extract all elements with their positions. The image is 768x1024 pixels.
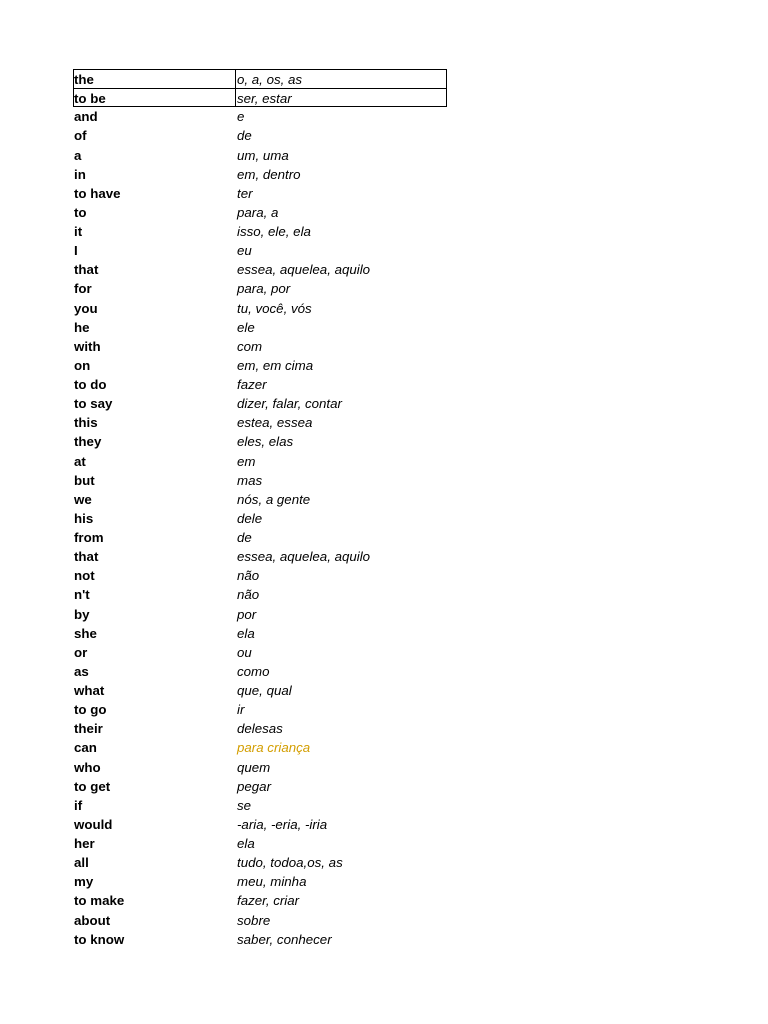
english-word: to know <box>74 931 125 947</box>
vocab-row <box>73 318 447 337</box>
portuguese-translation: em, em cima <box>237 357 314 373</box>
vocab-row <box>73 165 447 184</box>
portuguese-translation: para, por <box>237 281 291 297</box>
portuguese-translation: de <box>237 128 252 144</box>
english-word: to do <box>74 377 107 392</box>
vocab-row <box>73 605 447 624</box>
portuguese-translation: saber, conhecer <box>237 931 332 947</box>
portuguese-translation: tu, você, vós <box>237 300 312 316</box>
portuguese-translation: em, dentro <box>237 166 301 182</box>
english-word: on <box>74 357 91 373</box>
portuguese-translation: essea, aquelea, aquilo <box>237 549 371 565</box>
english-word: about <box>74 912 111 928</box>
portuguese-translation: se <box>237 797 252 813</box>
portuguese-translation: em <box>237 453 256 469</box>
vocab-row <box>73 413 447 432</box>
english-word: with <box>74 338 101 354</box>
portuguese-translation: com <box>237 338 263 354</box>
vocab-row <box>73 299 447 318</box>
vocab-row <box>73 585 447 604</box>
vocab-row <box>73 700 447 719</box>
portuguese-translation: delesas <box>237 721 283 737</box>
vocab-row <box>73 356 447 375</box>
vocab-row <box>73 738 447 757</box>
portuguese-translation: o, a, os, as <box>237 72 303 87</box>
vocab-row <box>73 853 447 872</box>
vocab-row <box>73 758 447 777</box>
english-word: as <box>74 663 89 679</box>
vocab-row <box>73 203 447 222</box>
vocab-row <box>73 662 447 681</box>
portuguese-translation: por <box>237 606 257 622</box>
vocab-row <box>73 394 447 413</box>
vocab-row <box>73 260 447 279</box>
portuguese-translation: quem <box>237 759 271 775</box>
english-word: his <box>74 510 94 526</box>
portuguese-translation: dele <box>237 510 263 526</box>
vocab-row <box>73 337 447 356</box>
portuguese-translation: estea, essea <box>237 415 313 431</box>
english-word: this <box>74 415 98 431</box>
vocab-row <box>73 279 447 298</box>
portuguese-translation: fazer, criar <box>237 893 300 909</box>
english-word: and <box>74 109 98 125</box>
portuguese-translation: dizer, falar, contar <box>237 396 342 412</box>
english-word: to get <box>74 778 111 794</box>
vocab-row <box>73 815 447 834</box>
portuguese-translation: não <box>237 587 260 603</box>
vocab-row <box>73 432 447 451</box>
english-word: it <box>74 224 83 239</box>
english-word: their <box>74 721 103 737</box>
vocab-row <box>73 146 447 165</box>
portuguese-translation: ser, estar <box>237 91 292 107</box>
english-word: who <box>74 759 101 775</box>
english-word: that <box>74 262 99 278</box>
vocab-row <box>73 566 447 585</box>
vocab-row <box>73 222 447 241</box>
portuguese-translation: ele <box>237 319 255 335</box>
vocab-row <box>73 184 447 203</box>
portuguese-translation: ter <box>237 185 253 201</box>
english-word: for <box>74 281 92 297</box>
vocab-row <box>73 241 447 260</box>
portuguese-translation: para criança <box>237 740 311 756</box>
portuguese-translation: ela <box>237 625 255 641</box>
vocab-row <box>73 834 447 853</box>
english-word: if <box>74 797 83 813</box>
portuguese-translation: ela <box>237 836 255 851</box>
vocabulary-sheet <box>73 69 447 949</box>
english-word: can <box>74 740 97 756</box>
vocab-row <box>73 624 447 643</box>
english-word: she <box>74 625 97 641</box>
vocab-row <box>73 681 447 700</box>
english-word: I <box>74 243 78 259</box>
english-word: at <box>74 453 86 469</box>
english-word: what <box>74 683 105 698</box>
vocab-row <box>73 88 447 107</box>
vocab-row <box>73 872 447 891</box>
vocab-row <box>73 719 447 738</box>
vocab-row <box>73 528 447 547</box>
vocab-row <box>73 643 447 662</box>
portuguese-translation: para, a <box>237 204 279 220</box>
english-word: from <box>74 530 104 545</box>
english-word: we <box>74 491 92 507</box>
english-word: to <box>74 204 87 220</box>
vocab-row <box>73 490 447 509</box>
portuguese-translation: ou <box>237 644 252 660</box>
vocab-row <box>73 930 447 949</box>
vocab-row <box>73 452 447 471</box>
portuguese-translation: não <box>237 568 260 584</box>
english-word: you <box>74 300 98 316</box>
english-word: by <box>74 606 90 622</box>
english-word: in <box>74 166 86 182</box>
english-word: to go <box>74 702 107 718</box>
vocab-row <box>73 891 447 910</box>
vocab-row <box>73 796 447 815</box>
vocab-row <box>73 509 447 528</box>
english-word: to have <box>74 185 121 201</box>
english-word: he <box>74 319 90 335</box>
vocab-row <box>73 777 447 796</box>
portuguese-translation: ir <box>237 702 245 718</box>
english-word: my <box>74 874 94 890</box>
portuguese-translation: isso, ele, ela <box>237 224 311 239</box>
portuguese-translation: tudo, todoa,os, as <box>237 855 343 871</box>
portuguese-translation: nós, a gente <box>237 491 311 507</box>
portuguese-translation: de <box>237 530 252 545</box>
portuguese-translation: sobre <box>237 912 271 928</box>
english-word: but <box>74 472 95 488</box>
english-word: n't <box>74 587 90 603</box>
english-word: the <box>74 70 236 88</box>
english-word: to be <box>74 89 236 106</box>
english-word: not <box>74 568 95 584</box>
english-word: a <box>74 147 82 163</box>
english-word: or <box>74 644 88 660</box>
vocab-row <box>73 107 447 126</box>
english-word: to say <box>74 396 113 412</box>
vocab-row <box>73 471 447 490</box>
vocab-row <box>73 911 447 930</box>
portuguese-translation: fazer <box>237 377 267 392</box>
vocab-row <box>73 126 447 145</box>
english-word: of <box>74 128 87 144</box>
portuguese-translation: meu, minha <box>237 874 307 890</box>
portuguese-translation: que, qual <box>237 683 292 698</box>
vocab-row <box>73 375 447 394</box>
english-word: her <box>74 836 95 851</box>
portuguese-translation: pegar <box>237 778 272 794</box>
portuguese-translation: essea, aquelea, aquilo <box>237 262 371 278</box>
english-word: would <box>74 816 113 832</box>
portuguese-translation: um, uma <box>237 147 289 163</box>
portuguese-translation: mas <box>237 472 263 488</box>
portuguese-translation: como <box>237 663 270 679</box>
vocab-row <box>73 547 447 566</box>
portuguese-translation: eu <box>237 243 252 259</box>
portuguese-translation: e <box>237 109 245 125</box>
portuguese-translation: -aria, -eria, -iria <box>237 816 328 832</box>
english-word: they <box>74 434 102 450</box>
english-word: to make <box>74 893 125 909</box>
english-word: that <box>74 549 99 565</box>
portuguese-translation: eles, elas <box>237 434 294 450</box>
english-word: all <box>74 855 89 871</box>
vocab-row <box>73 69 447 88</box>
